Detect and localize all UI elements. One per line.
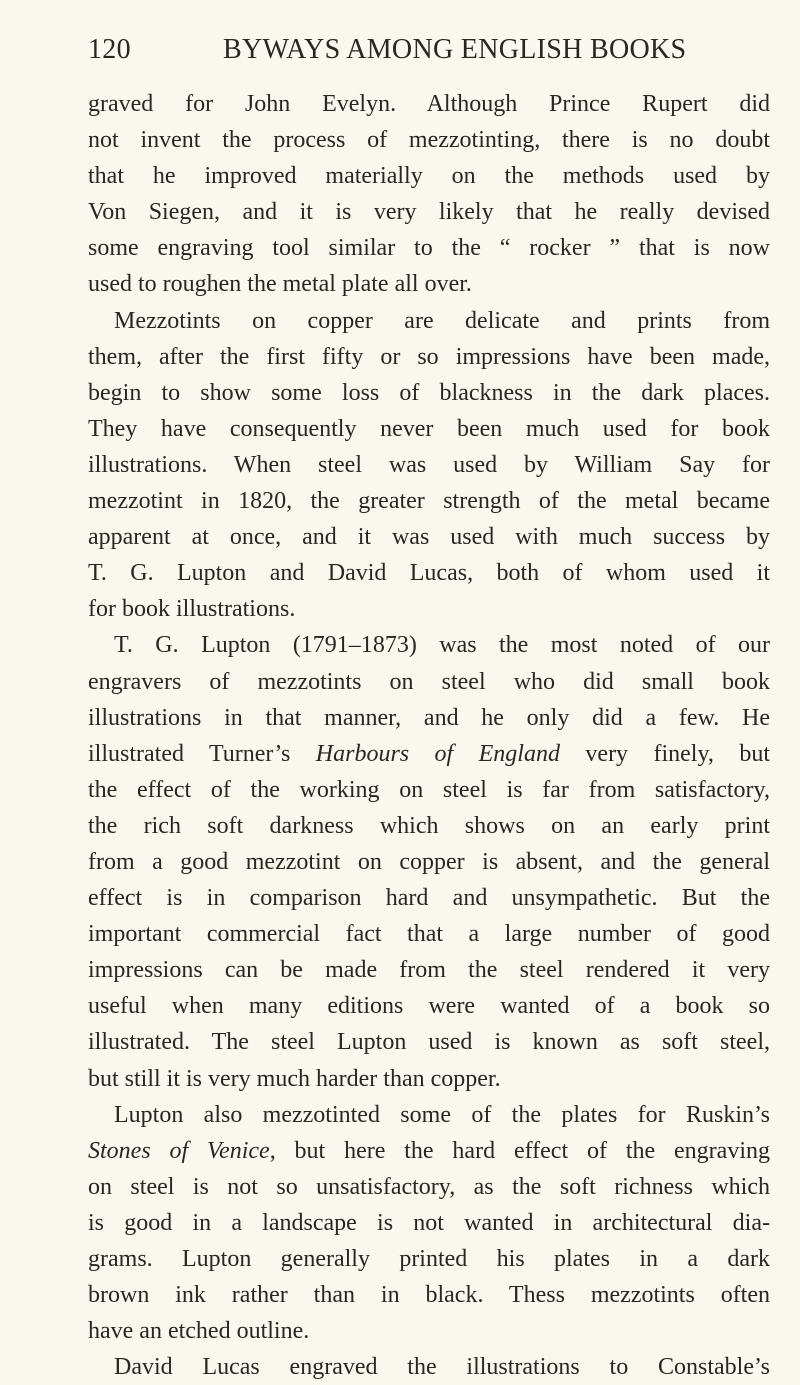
text-line: but still it is very much harder than copper.: [88, 1065, 501, 1092]
text-line: that he improved materially on the methods used by: [88, 163, 770, 190]
text-line: the effect of the working on steel is far from satisfactory,: [88, 776, 770, 803]
text-line: used to roughen the metal plate all over.: [88, 271, 472, 298]
text-line: for book illustrations.: [88, 596, 296, 623]
text-segment: , but here the hard effect of the engraving: [269, 1137, 770, 1164]
book-page: [88, 34, 770, 1385]
text-line: important commercial fact that a large number of good: [88, 921, 770, 948]
text-line: T. G. Lupton and David Lucas, both of whom used it: [88, 560, 770, 587]
text-line: begin to show some loss of blackness in the dark places.: [88, 379, 770, 406]
text-line: David Lucas engraved the illustrations to Constable’s: [114, 1354, 770, 1381]
text-line: mezzotint in 1820, the greater strength of the metal became: [88, 488, 770, 515]
text-line: T. G. Lupton (1791–1873) was the most noted of our: [114, 632, 770, 659]
text-line: not invent the process of mezzotinting, there is no doubt: [88, 127, 770, 154]
text-line: [88, 736, 770, 772]
text-line: Von Siegen, and it is very likely that he really devised: [88, 199, 770, 226]
text-line: apparent at once, and it was used with much success by: [88, 524, 770, 551]
text-line: brown ink rather than in black. Thess mezzotints often: [88, 1282, 770, 1309]
text-line: Mezzotints on copper are delicate and prints from: [114, 307, 770, 334]
text-line: some engraving tool similar to the “ rocker ” that is now: [88, 235, 770, 262]
text-line: graved for John Evelyn. Although Prince Rupert did: [88, 91, 770, 117]
running-title: BYWAYS AMONG ENGLISH BOOKS: [223, 34, 687, 65]
text-line: is good in a landscape is not wanted in architectural dia-: [88, 1209, 770, 1236]
text-line: They have consequently never been much used for book: [88, 415, 770, 442]
text-line: them, after the first fifty or so impressions have been made,: [88, 343, 770, 370]
running-head: [88, 34, 770, 74]
text-segment: illustrated Turner’s: [88, 740, 316, 767]
text-line: impressions can be made from the steel rendered it very: [88, 957, 770, 984]
book-title: Harbours of England: [315, 740, 560, 767]
page-number: 120: [88, 34, 131, 65]
text-line: effect is in comparison hard and unsympathetic. But the: [88, 885, 770, 912]
body-text: [88, 86, 770, 1385]
text-line: have an etched outline.: [88, 1318, 310, 1345]
text-line: [88, 1133, 770, 1169]
text-line: Lupton also mezzotinted some of the plates for Ruskin’s: [114, 1101, 770, 1128]
text-line: on steel is not so unsatisfactory, as the soft richness which: [88, 1173, 770, 1200]
text-line: illustrated. The steel Lupton used is known as soft steel,: [88, 1029, 770, 1056]
text-line: engravers of mezzotints on steel who did small book: [88, 668, 770, 695]
text-line: illustrations in that manner, and he only did a few. He: [88, 704, 770, 731]
text-line: illustrations. When steel was used by William Say for: [88, 451, 770, 478]
text-line: grams. Lupton generally printed his plates in a dark: [88, 1246, 770, 1272]
text-line: useful when many editions were wanted of a book so: [88, 993, 770, 1020]
text-line: the rich soft darkness which shows on an early print: [88, 812, 770, 839]
text-segment: very finely, but: [559, 740, 771, 767]
book-title: Stones of Venice: [88, 1137, 270, 1164]
text-line: from a good mezzotint on copper is absent, and the general: [88, 848, 770, 875]
